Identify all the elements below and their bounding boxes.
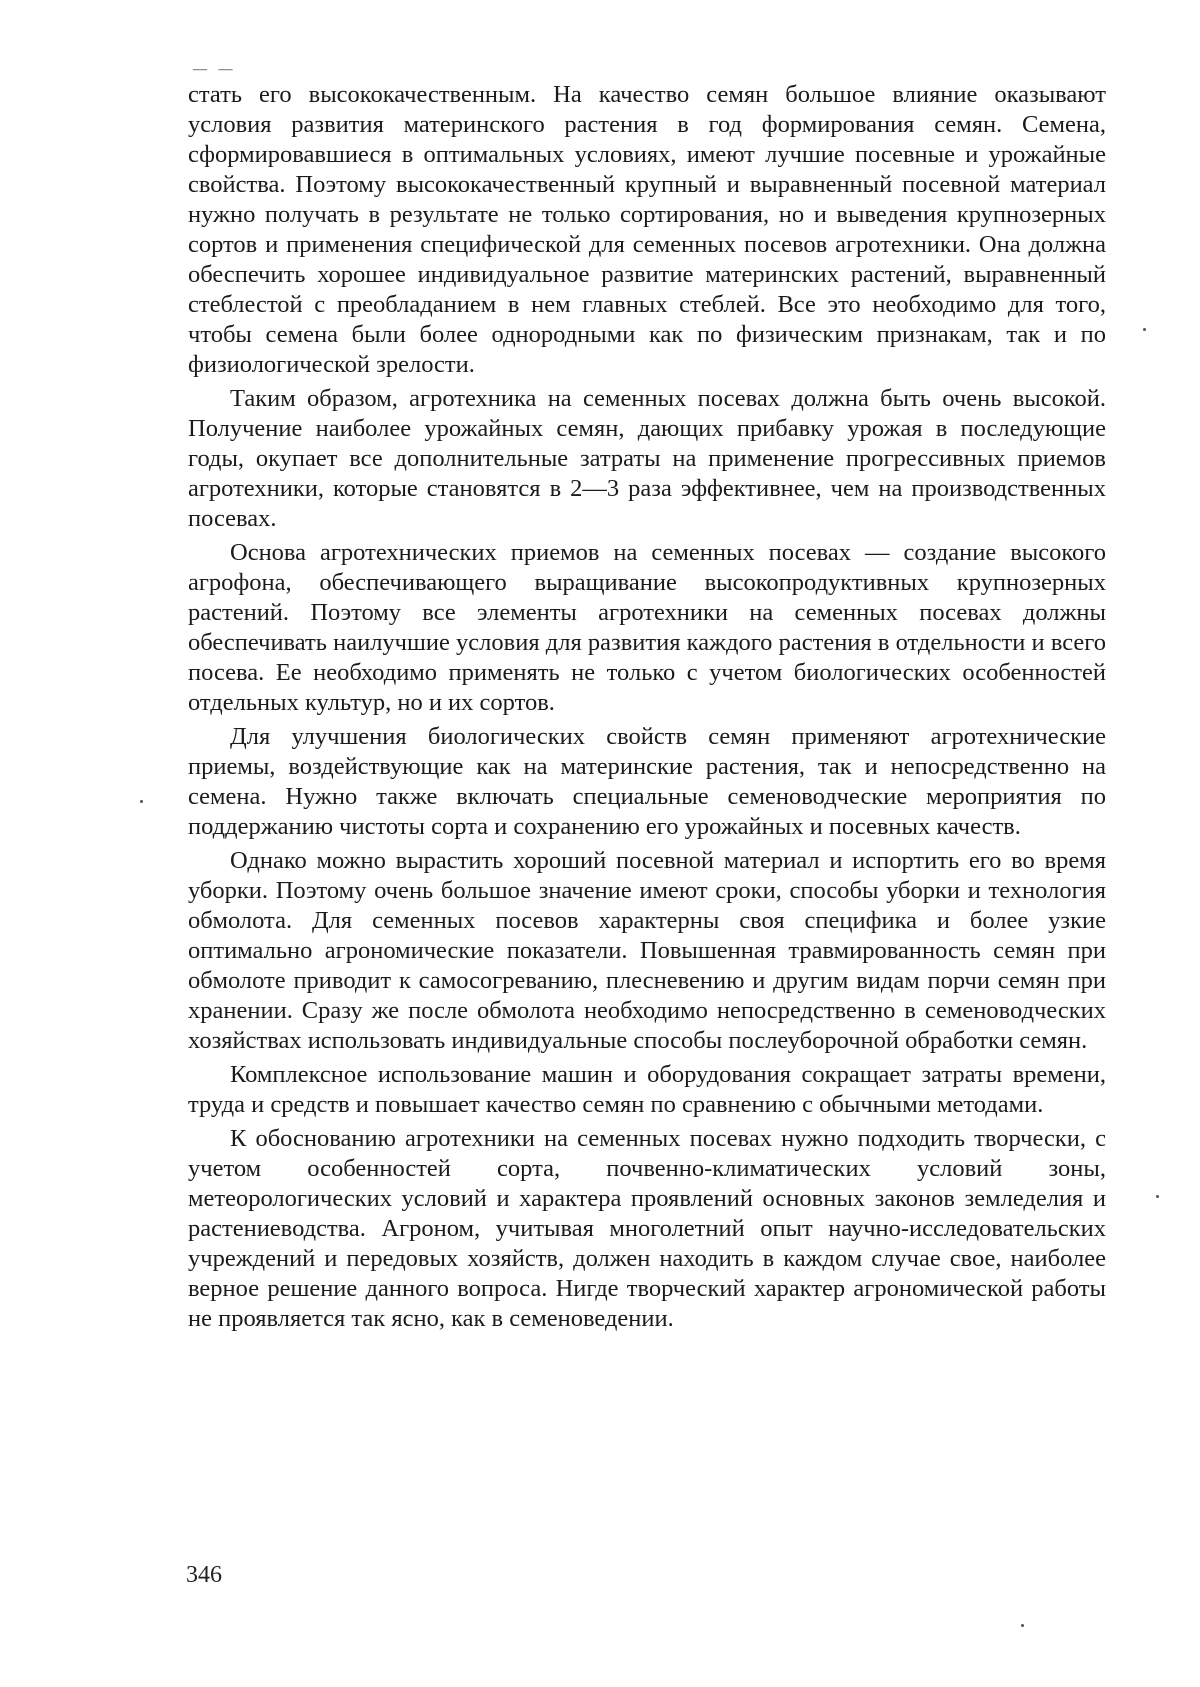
- paragraph-6: Комплексное использование машин и оборудования сокращает затраты времени, труда и средств и повышает качество семян по сравнению с обычными методами.: [188, 1061, 1106, 1118]
- paragraph-7: К обоснованию агротехники на семенных посевах нужно подходить творчески, с учетом особенностей сорта, почвенно-климатических условий зоны, метеорологических условий и характера проявлений основных законов земледелия и растениеводства. Агроном, учитывая многолетний опыт научно-исследовательских учреждений и передовых хозяйств, должен находить в каждом случае свое, наиболее верное решение данного вопроса. Нигде творческий характер агрономической работы не проявляется так ясно, как в семеноведении.: [188, 1125, 1106, 1332]
- scan-speck: [140, 800, 143, 803]
- paragraph-4: Для улучшения биологических свойств семян применяют агротехнические приемы, воздействующие как на материнские растения, так и непосредственно на семена. Нужно также включать специальные семеноводческие мероприятия по поддержанию чистоты сорта и сохранению его урожайных и посевных качеств.: [188, 723, 1106, 840]
- page-number: 346: [186, 1562, 222, 1588]
- paragraph-2: Таким образом, агротехника на семенных посевах должна быть очень высокой. Получение наиболее урожайных семян, дающих прибавку урожая в последующие годы, окупает все дополнительные затраты на применение прогрессивных приемов агротехники, которые становятся в 2—3 раза эффективнее, чем на производственных посевах.: [188, 385, 1106, 532]
- scan-speck: [1143, 328, 1146, 331]
- paragraph-1: стать его высококачественным. На качество семян большое влияние оказывают условия развития материнского растения в год формирования семян. Семена, сформировавшиеся в оптимальных условиях, имеют лучшие посевные и урожайные свойства. Поэтому высококачественный крупный и выравненный посевной материал нужно получать в результате не только сортирования, но и выведения крупнозерных сортов и применения специфической для семенных посевов агротехники. Она должна обеспечить хорошее индивидуальное развитие материнских растений, выравненный стеблестой с преобладанием в нем главных стеблей. Все это необходимо для того, чтобы семена были более однородными как по физическим признакам, так и по физиологической зрелости.: [188, 81, 1106, 378]
- top-mark: — —: [193, 62, 237, 77]
- body-text: [188, 80, 1106, 1338]
- scan-speck: [1156, 1195, 1159, 1198]
- paragraph-3: Основа агротехнических приемов на семенных посевах — создание высокого агрофона, обеспечивающего выращивание высокопродуктивных крупнозерных растений. Поэтому все элементы агротехники на семенных посевах должны обеспечивать наилучшие условия для развития каждого растения в отдельности и всего посева. Ее необходимо применять не только с учетом биологических особенностей отдельных культур, но и их сортов.: [188, 539, 1106, 716]
- scan-speck: [1021, 1624, 1024, 1627]
- paragraph-5: Однако можно вырастить хороший посевной материал и испортить его во время уборки. Поэтому очень большое значение имеют сроки, способы уборки и технология обмолота. Для семенных посевов характерны своя специфика и более узкие оптимально агрономические показатели. Повышенная травмированность семян при обмолоте приводит к самосогреванию, плесневению и другим видам порчи семян при хранении. Сразу же после обмолота необходимо непосредственно в семеноводческих хозяйствах использовать индивидуальные способы послеуборочной обработки семян.: [188, 847, 1106, 1054]
